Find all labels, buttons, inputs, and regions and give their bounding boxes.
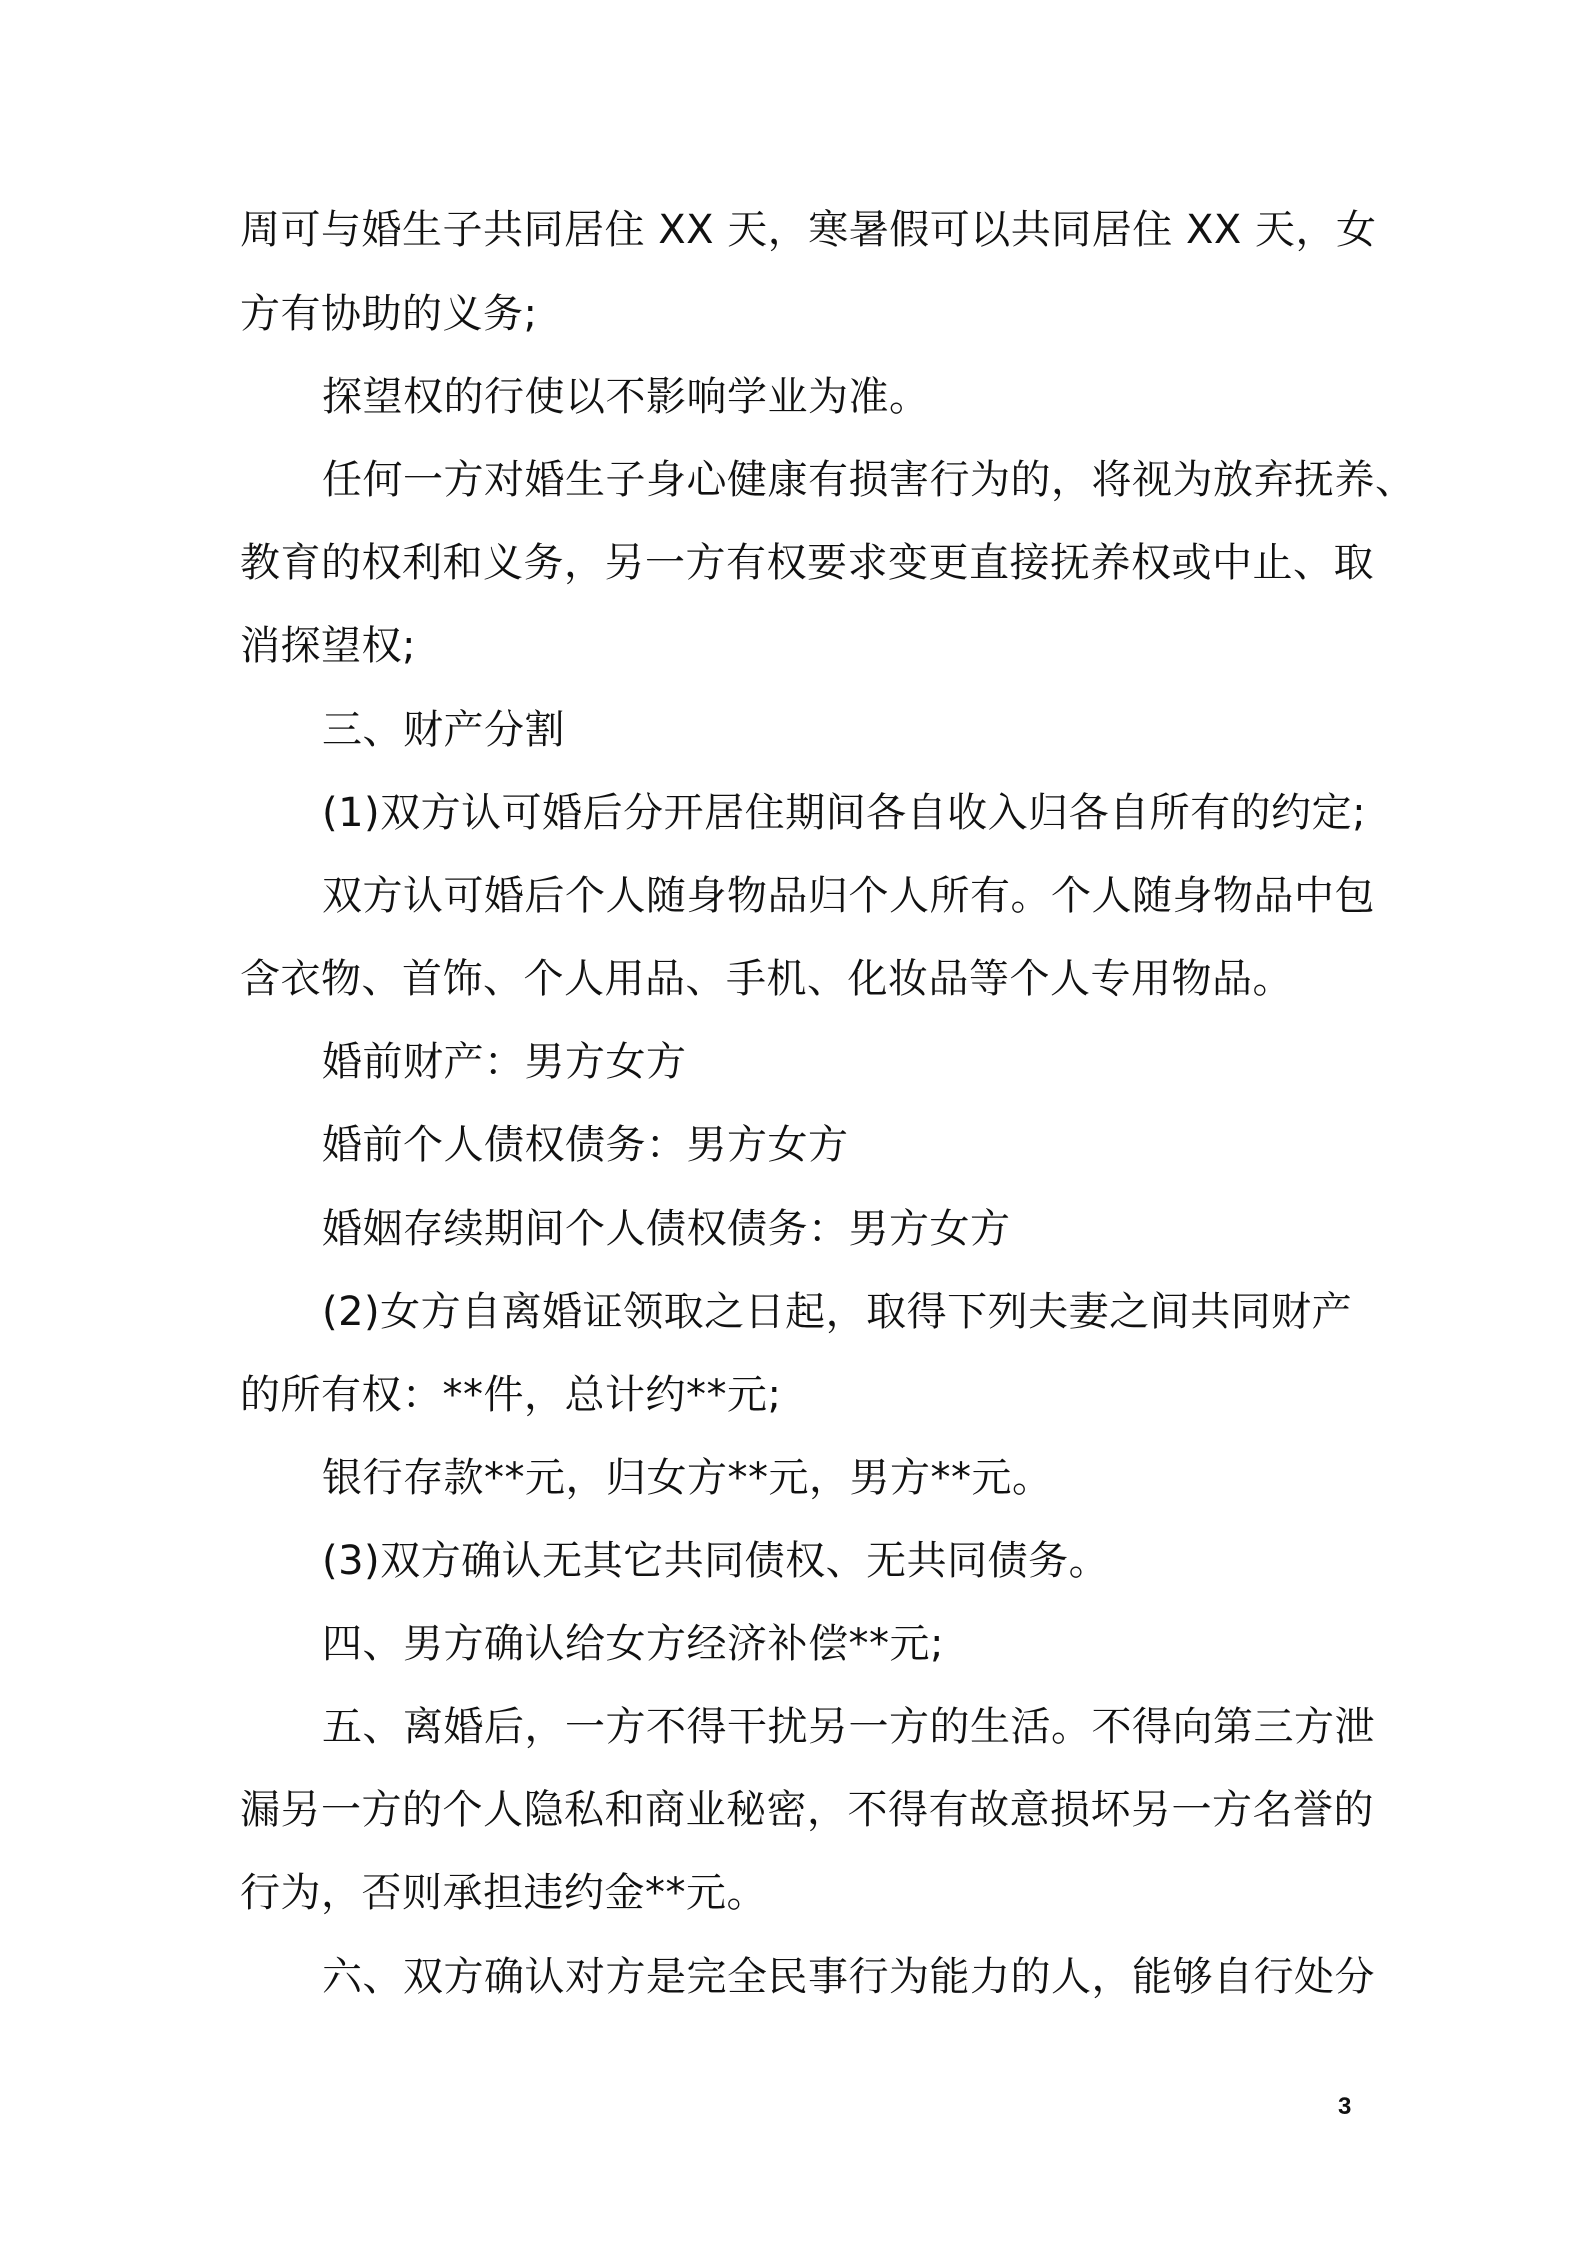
text-line: 方有协助的义务; bbox=[240, 291, 538, 337]
text-line: (2)女方自离婚证领取之日起，取得下列夫妻之间共同财产 bbox=[322, 1289, 1353, 1335]
text-line: 婚姻存续期间个人债权债务：男方女方 bbox=[322, 1206, 1011, 1252]
text-line: 任何一方对婚生子身心健康有损害行为的，将视为放弃抚养、 bbox=[322, 457, 1416, 503]
text-line: 双方认可婚后个人随身物品归个人所有。个人随身物品中包 bbox=[322, 873, 1375, 919]
text-line: 漏另一方的个人隐私和商业秘密，不得有故意损坏另一方名誉的 bbox=[240, 1787, 1374, 1833]
text-line: 消探望权; bbox=[240, 623, 416, 669]
text-line: (1)双方认可婚后分开居住期间各自收入归各自所有的约定; bbox=[322, 790, 1367, 836]
text-line: 银行存款**元，归女方**元，男方**元。 bbox=[322, 1455, 1053, 1501]
section-heading: 四、男方确认给女方经济补偿**元; bbox=[322, 1621, 944, 1667]
section-heading: 五、离婚后，一方不得干扰另一方的生活。不得向第三方泄 bbox=[322, 1704, 1375, 1750]
text-line: 周可与婚生子共同居住 XX 天，寒暑假可以共同居住 XX 天，女 bbox=[240, 207, 1377, 253]
text-line: 的所有权：**件，总计约**元; bbox=[240, 1372, 782, 1418]
text-line: 含衣物、首饰、个人用品、手机、化妆品等个人专用物品。 bbox=[240, 956, 1293, 1002]
text-line: 教育的权利和义务，另一方有权要求变更直接抚养权或中止、取 bbox=[240, 540, 1374, 586]
text-line: 婚前个人债权债务：男方女方 bbox=[322, 1122, 849, 1168]
section-heading: 六、双方确认对方是完全民事行为能力的人，能够自行处分 bbox=[322, 1954, 1375, 2000]
text-line: 婚前财产：男方女方 bbox=[322, 1039, 687, 1085]
text-line: 行为，否则承担违约金**元。 bbox=[240, 1870, 767, 1916]
text-line: 探望权的行使以不影响学业为准。 bbox=[322, 374, 930, 420]
page-number: 3 bbox=[1338, 2093, 1352, 2120]
text-line: (3)双方确认无其它共同债权、无共同债务。 bbox=[322, 1538, 1110, 1584]
section-heading: 三、财产分割 bbox=[322, 707, 565, 753]
